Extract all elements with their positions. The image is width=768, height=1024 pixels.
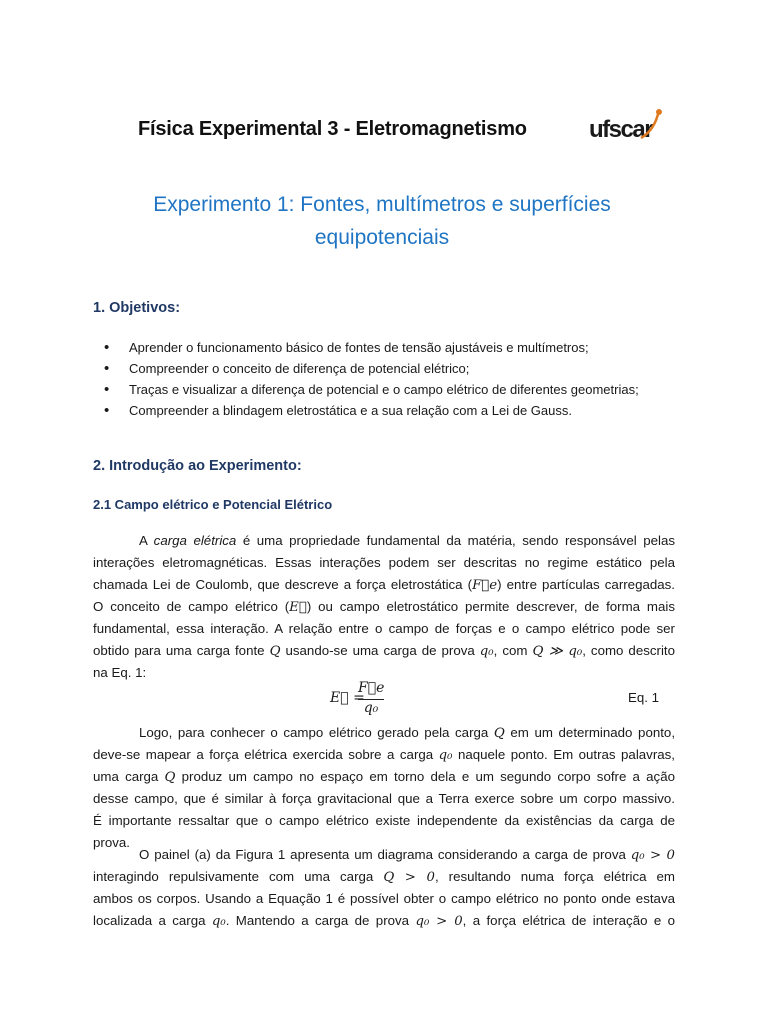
course-title: Física Experimental 3 - Eletromagnetismo: [138, 118, 527, 140]
section-subheading: 2.1 Campo elétrico e Potencial Elétrico: [93, 497, 333, 512]
equation-label: Eq. 1: [628, 690, 660, 705]
experiment-title: Experimento 1: Fontes, multímetros e superfícies equipotenciais: [153, 193, 611, 249]
list-item: • Aprender o funcionamento básico de fontes de tensão ajustáveis e multímetros;: [104, 337, 704, 358]
list-item: • Traças e visualizar a diferença de potencial e o campo elétrico de diferentes geometrias;: [104, 379, 704, 400]
intro-heading: 2. Introdução ao Experimento:: [93, 458, 302, 474]
paragraph-3: O painel (a) da Figura 1 apresenta um diagrama considerando a carga de prova q₀ > 0 interagindo repulsivamente com uma carga Q > 0, resultando numa força elétrica em ambos os corpos. Usando a Equação 1 é possível obter o campo elétrico no ponto onde estava localizada a carga q₀. Mantendo a carga de prova q₀ > 0, a força elétrica de interação e o: [93, 847, 675, 929]
objectives-list: [104, 337, 704, 421]
paragraph-2: Logo, para conhecer o campo elétrico gerado pela carga Q em um determinado ponto, deve-se mapear a força elétrica exercida sobre a carga q₀ naquele ponto. Em outras palavras, uma carga Q produz um campo no espaço em torno dela e um segundo corpo sofre a ação desse campo, que é similar à força gravitacional que a Terra exerce sobre um corpo massivo. É importante ressaltar que o campo elétrico existe independente da existências da carga de prova.: [93, 725, 676, 850]
ufscar-logo: [589, 108, 669, 146]
list-item: • Compreender a blindagem eletrostática e a sua relação com a Lei de Gauss.: [104, 400, 704, 421]
logo-text: ufscar: [589, 116, 653, 143]
logo-accent-icon: [589, 108, 669, 146]
list-item: • Compreender o conceito de diferença de potencial elétrico;: [104, 358, 704, 379]
objectives-heading: 1. Objetivos:: [93, 300, 181, 316]
paragraph-1: A carga elétrica é uma propriedade fundamental da matéria, sendo responsável pelas interações eletromagnéticas. Essas interações podem ser descritas no regime estático pela chamada Lei de Coulomb, que descreve a força eletrostática (F⃗e) entre partículas carregadas. O conceito de campo elétrico (E⃗) ou campo eletrostático permite descrever, de forma mais fundamental, essa interação. A relação entre o campo de forças e o campo elétrico pode ser obtido para uma carga fonte Q usando-se uma carga de prova q₀, com Q ≫ q₀, como descrito na Eq. 1:: [93, 533, 675, 680]
equation-1: E⃗ = $\frac{F⃗e}{\text{q₀}}$: [330, 680, 385, 716]
